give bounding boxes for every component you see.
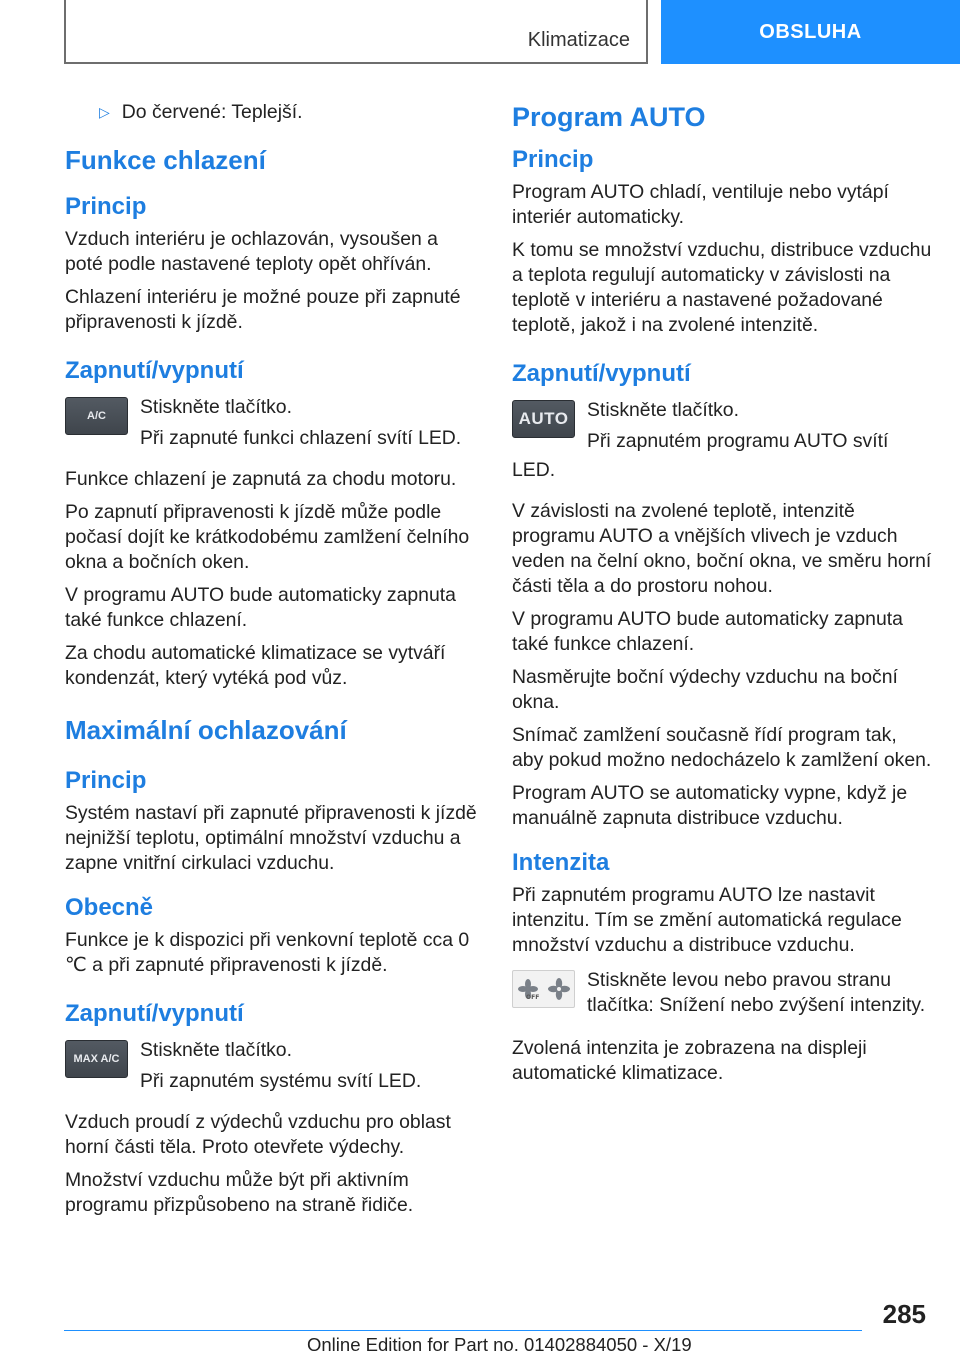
paragraph: Snímač zamlžení současně řídí program tak, aby pokud možno nedocházelo k zamlžení oken. [512,724,932,771]
paragraph: Vzduch interiéru je ochlazován, vysoušen a poté podle nastavené teploty opět ohříván. [65,228,438,275]
instruction: Stiskněte tlačítko. [140,396,292,418]
subheading-onoff: Zapnutí/vypnutí [65,357,244,384]
fan-off-icon [517,978,539,1000]
heading-cooling: Funkce chlazení [65,145,266,175]
right-column [512,100,932,1094]
paragraph: Funkce je k dispozici při venkovní teplotě cca 0 ℃ a při zapnuté připravenosti k jízdě. [65,929,470,976]
page-number: 285 [882,1299,926,1329]
paragraph: K tomu se množství vzduchu, distribuce vzduchu a teplota regulují automaticky v závislosti na teplotě v interiéru a nastavené požadované teplotě, jakož i na zvolené intenzitě. [512,239,932,336]
subheading-intensity: Intenzita [512,849,610,876]
paragraph: Systém nastaví při zapnuté připravenosti k jízdě nejnižší teplotu, optimální množství vzduchu a zapne vnitřní cirkulaci vzduchu. [65,802,477,874]
instruction: Při zapnuté funkci chlazení svítí LED. [140,427,462,449]
subheading-onoff: Zapnutí/vypnutí [512,360,691,387]
paragraph: Vzduch proudí z výdechů vzduchu pro oblast horní části těla. Proto otevřete výdechy. [65,1111,451,1158]
paragraph: Za chodu automatické klimatizace se vytváří kondenzát, který vytéká pod vůz. [65,642,446,689]
triangle-bullet-icon: ▷ [99,104,110,120]
paragraph: Při zapnutém programu AUTO lze nastavit intenzitu. Tím se změní automatická regulace množství vzduchu a distribuce vzduchu. [512,884,902,956]
paragraph: V programu AUTO bude automaticky zapnuta také funkce chlazení. [65,584,456,631]
paragraph: Nasměrujte boční výdechy vzduchu na boční okna. [512,666,898,713]
header-tab-obsluha[interactable]: OBSLUHA [661,0,960,64]
footer-edition: Online Edition for Part no. 01402884050 - X/19 [307,1334,692,1355]
subheading-principle: Princip [65,767,147,794]
instruction: Při zapnutém systému svítí LED. [140,1070,422,1092]
paragraph: V programu AUTO bude automaticky zapnuta také funkce chlazení. [512,608,903,655]
paragraph: Po zapnutí připravenosti k jízdě může podle počasí dojít ke krátkodobému zamlžení čelního okna a bočních oken. [65,501,470,573]
subheading-general: Obecně [65,894,154,921]
instruction-continued: LED. [512,459,556,481]
heading-max-cooling: Maximální ochlazování [65,715,347,745]
paragraph: Program AUTO se automaticky vypne, když je manuálně zapnuta distribuce vzduchu. [512,782,908,829]
auto-button-row [512,398,932,454]
subheading-principle: Princip [512,146,594,173]
paragraph: Funkce chlazení je zapnutá za chodu motoru. [65,468,457,490]
max-ac-button-row [65,1038,480,1100]
bullet-text: Do červené: Teplejší. [121,101,303,123]
instruction: Stiskněte levou nebo pravou stranu tlačítka: Snížení nebo zvýšení intenzity. [587,969,926,1016]
ac-button-icon: A/C [65,397,128,435]
bullet-item [65,100,480,125]
left-column [65,100,480,1226]
fan-intensity-button-icon [512,970,575,1008]
paragraph: V závislosti na zvolené teplotě, intenzitě programu AUTO a vnějších vlivech je vzduch veden na čelní okno, boční okna, ve směru horní části těla a do prostoru nohou. [512,500,932,597]
max-ac-button-icon: MAX A/C [65,1040,128,1078]
paragraph: Zvolená intenzita je zobrazena na displeji automatické klimatizace. [512,1037,867,1084]
auto-button-icon: AUTO [512,400,575,438]
subheading-principle: Princip [65,193,147,220]
instruction: Při zapnutém programu AUTO svítí [587,430,889,452]
paragraph: Množství vzduchu může být při aktivním programu přizpůsobeno na straně řidiče. [65,1169,414,1216]
fan-icon [548,978,570,1000]
paragraph: Program AUTO chladí, ventiluje nebo vytápí interiér automaticky. [512,181,889,228]
fan-off-label: OFF [526,994,540,1000]
footer-divider [64,1330,862,1331]
instruction: Stiskněte tlačítko. [140,1039,292,1061]
fan-button-row [512,968,932,1024]
ac-button-row [65,395,480,457]
heading-program-auto: Program AUTO [512,102,706,132]
header-section-title: Klimatizace [527,29,630,51]
instruction: Stiskněte tlačítko. [587,399,739,421]
subheading-onoff: Zapnutí/vypnutí [65,1000,244,1027]
paragraph: Chlazení interiéru je možné pouze při zapnuté připravenosti k jízdě. [65,286,461,333]
